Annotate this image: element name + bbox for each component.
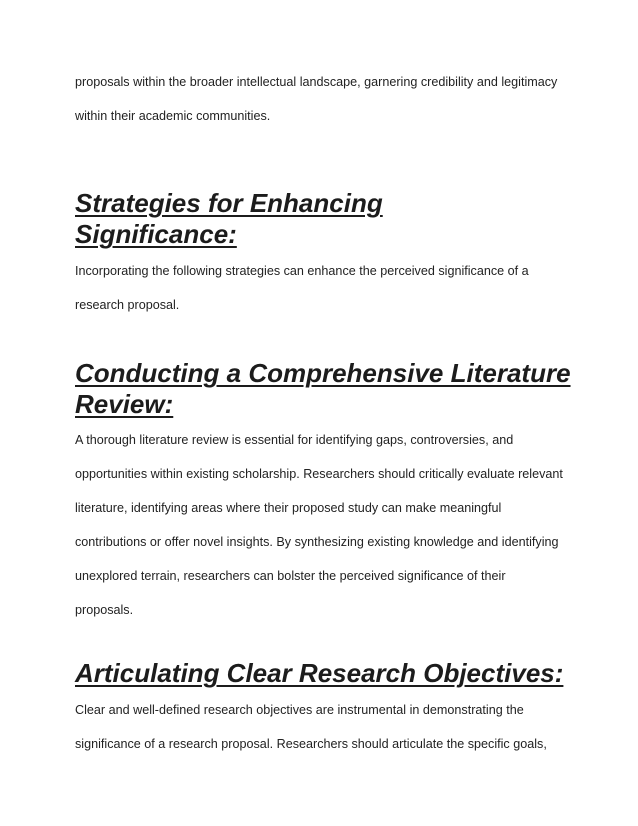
paragraph-line: opportunities within existing scholarship. Researchers should critically evaluate relevant [75,467,563,481]
paragraph-line: Clear and well-defined research objectives are instrumental in demonstrating the [75,703,524,717]
paragraph-line: Incorporating the following strategies can enhance the perceived significance of a [75,264,529,278]
heading-articulating-research-objectives [75,658,575,689]
paragraph-line: proposals. [75,603,134,617]
heading-conducting-literature-review [75,358,575,420]
research-objectives-paragraph [75,693,575,761]
heading-line-1: Articulating Clear Research Objectives: [75,658,564,688]
heading-strategies-for-enhancing-significance [75,188,575,250]
intro-line-1: proposals within the broader intellectual landscape, garnering credibility and legitimacy [75,75,558,89]
heading-line-2: Significance: [75,219,237,249]
paragraph-line: A thorough literature review is essential for identifying gaps, controversies, and [75,433,514,447]
intro-line-2: within their academic communities. [75,109,271,123]
paragraph-line: unexplored terrain, researchers can bolster the perceived significance of their [75,569,506,583]
intro-paragraph [75,65,575,133]
heading-line-1: Conducting a Comprehensive Literature [75,358,571,388]
heading-line-2: Review: [75,389,174,419]
paragraph-line: literature, identifying areas where their proposed study can make meaningful [75,501,502,515]
paragraph-line: contributions or offer novel insights. By synthesizing existing knowledge and identifying [75,535,559,549]
literature-review-paragraph [75,423,575,627]
paragraph-line: significance of a research proposal. Researchers should articulate the specific goals, [75,737,547,751]
heading-line-1: Strategies for Enhancing [75,188,383,218]
paragraph-line: research proposal. [75,298,180,312]
strategies-paragraph [75,254,575,322]
